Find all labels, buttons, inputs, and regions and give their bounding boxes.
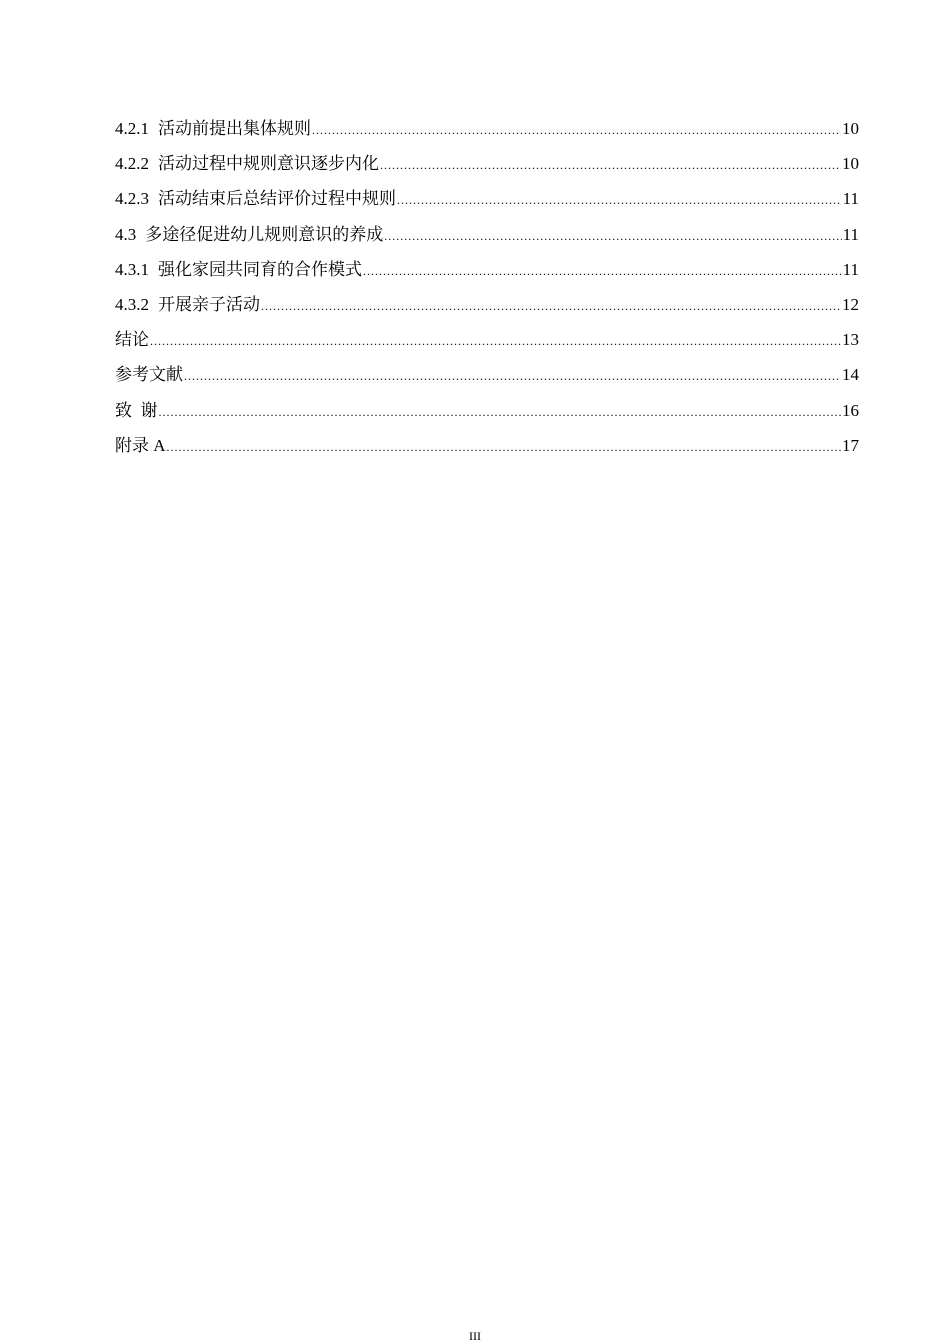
toc-entry-title: 强化家园共同育的合作模式 (158, 259, 362, 279)
toc-leader-dots (159, 399, 842, 425)
toc-entry-4-2-3[interactable] (115, 186, 859, 221)
toc-entry-references[interactable] (115, 362, 859, 397)
toc-leader-dots (380, 152, 841, 178)
toc-entry-page: 14 (842, 365, 859, 385)
toc-entry-title: 附录 A (115, 435, 166, 455)
toc-entry-number: 4.3.1 (115, 259, 149, 279)
toc-entry-4-2-2[interactable] (115, 151, 859, 186)
toc-entry-page: 11 (842, 259, 859, 279)
toc-leader-dots (312, 117, 841, 143)
toc-entry-title: 活动过程中规则意识逐步内化 (158, 154, 379, 174)
table-of-contents (115, 116, 859, 468)
toc-leader-dots (261, 293, 841, 319)
toc-leader-dots (167, 434, 841, 460)
toc-entry-title: 开展亲子活动 (158, 294, 260, 314)
toc-entry-number: 4.3.2 (115, 294, 149, 314)
toc-leader-dots (397, 187, 842, 213)
toc-entry-acknowledgements[interactable] (115, 398, 859, 433)
toc-entry-number: 4.2.2 (115, 154, 149, 174)
toc-entry-page: 11 (842, 189, 859, 209)
toc-entry-page: 17 (842, 435, 859, 455)
toc-entry-appendix-a[interactable] (115, 433, 859, 468)
toc-entry-4-2-1[interactable] (115, 116, 859, 151)
toc-entry-4-3[interactable] (115, 222, 859, 257)
toc-entry-page: 10 (842, 119, 859, 138)
toc-entry-page: 12 (842, 294, 859, 314)
toc-entry-title: 结论 (115, 330, 149, 350)
toc-leader-dots (384, 223, 841, 249)
toc-leader-dots (363, 258, 842, 284)
toc-entry-page: 13 (842, 330, 859, 350)
toc-entry-page: 10 (842, 154, 859, 174)
toc-entry-4-3-2[interactable] (115, 292, 859, 327)
toc-entry-page: 11 (842, 224, 859, 244)
toc-leader-dots (150, 328, 841, 354)
toc-entry-page: 16 (842, 400, 859, 420)
toc-entry-title: 活动结束后总结评价过程中规则 (158, 189, 396, 209)
toc-entry-title: 活动前提出集体规则 (158, 119, 311, 138)
toc-entry-title: 参考文献 (115, 365, 183, 385)
toc-entry-number: 4.2.1 (115, 119, 149, 138)
toc-entry-title: 多途径促进幼儿规则意识的养成 (145, 224, 384, 244)
toc-entry-title: 致 谢 (115, 400, 158, 420)
toc-leader-dots (184, 363, 841, 389)
toc-entry-4-3-1[interactable] (115, 257, 859, 292)
toc-entry-conclusion[interactable] (115, 327, 859, 362)
page-number: III (469, 1329, 481, 1343)
toc-entry-number: 4.3 (115, 224, 137, 244)
toc-entry-number: 4.2.3 (115, 189, 149, 209)
